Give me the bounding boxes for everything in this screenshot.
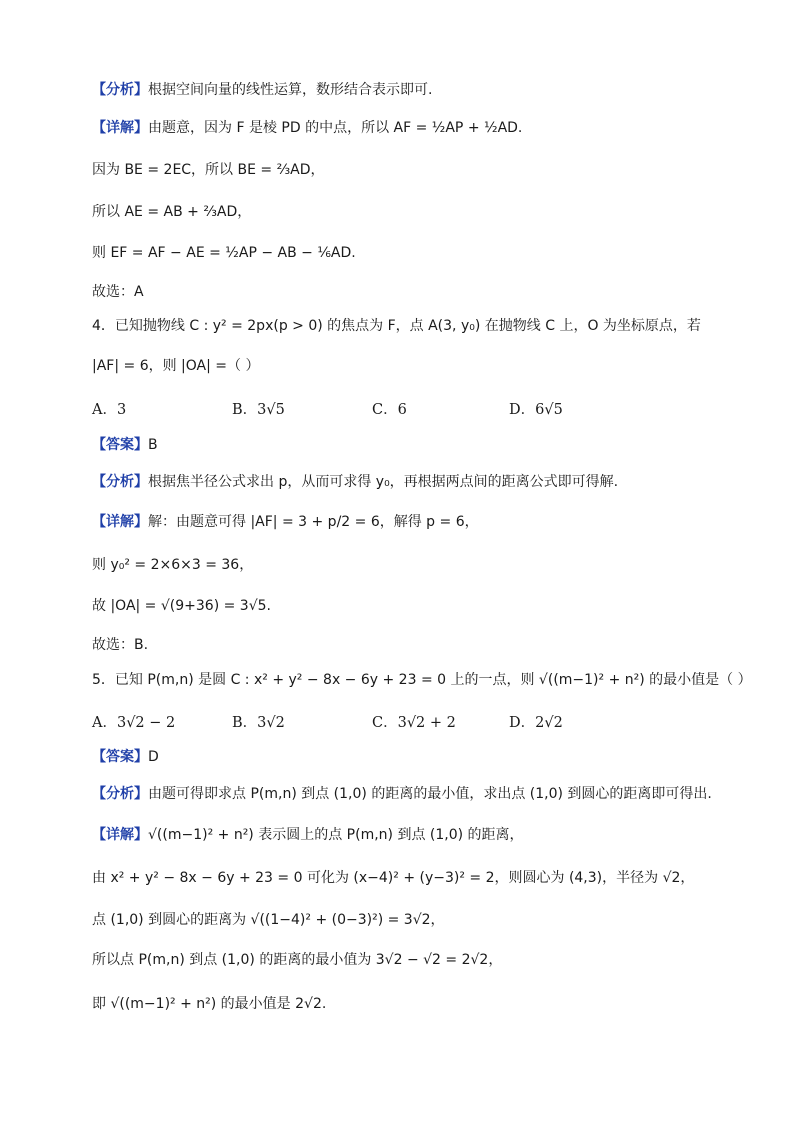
q4-option-a: A．3 [92, 402, 127, 418]
line-13 [92, 635, 148, 655]
line-5 [92, 282, 144, 302]
q5-option-c: C．3√2 + 2 [372, 715, 456, 731]
line-15 [92, 747, 159, 767]
question-4-stem-cont [92, 356, 259, 376]
line-text: 故选：B. [92, 637, 149, 653]
line-text: 则 y₀² = 2×6×3 = 36， [92, 557, 254, 573]
line-text: 所以 AE = AB + ⅔AD， [92, 204, 252, 220]
line-text: 根据空间向量的线性运算，数形结合表示即可. [148, 82, 433, 98]
line-text: 点 (1,0) 到圆心的距离为 √((1−4)² + (0−3)²) = 3√2， [92, 912, 445, 928]
line-text: 由题意，因为 F 是棱 PD 的中点，所以 AF = ½AP + ½AD. [148, 120, 523, 136]
q5-option-d: D．2√2 [509, 715, 563, 731]
section-tag: 【详解】 [92, 514, 148, 530]
line-text: 由题可得即求点 P(m,n) 到点 (1,0) 的距离的最小值，求出点 (1,0) 到圆心的距离即可得出. [148, 786, 712, 802]
line-1 [92, 118, 522, 138]
line-19 [92, 910, 445, 930]
line-18 [92, 868, 694, 888]
section-tag: 【详解】 [92, 827, 148, 843]
line-text: 即 √((m−1)² + n²) 的最小值是 2√2. [92, 996, 327, 1012]
line-3 [92, 202, 251, 222]
line-text: D [148, 749, 159, 765]
q4-option-d: D．6√5 [509, 402, 563, 418]
question-4-stem [92, 316, 701, 336]
line-9 [92, 472, 618, 492]
section-tag: 【详解】 [92, 120, 148, 136]
line-text: |AF| = 6，则 |OA| =（ ） [92, 358, 260, 374]
line-text: B [148, 437, 158, 453]
q5-option-a: A．3√2 − 2 [92, 715, 176, 731]
line-2 [92, 160, 325, 180]
q4-option-c: C．6 [372, 402, 407, 418]
line-text: 5．已知 P(m,n) 是圆 C : x² + y² − 8x − 6y + 23 = 0 上的一点，则 √((m−1)² + n²) 的最小值是（ ） [92, 672, 752, 688]
line-20 [92, 950, 502, 970]
line-text: 则 EF = AF − AE = ½AP − AB − ⅙AD. [92, 245, 356, 261]
line-text: 由 x² + y² − 8x − 6y + 23 = 0 可化为 (x−4)² + (y−3)² = 2，则圆心为 (4,3)，半径为 √2， [92, 870, 695, 886]
q5-option-b: B．3√2 [232, 715, 285, 731]
line-text: 根据焦半径公式求出 p，从而可求得 y₀，再根据两点间的距离公式即可得解. [148, 474, 619, 490]
section-tag: 【分析】 [92, 786, 148, 802]
line-12 [92, 596, 271, 616]
question-5-stem [92, 670, 752, 690]
line-4 [92, 243, 356, 263]
line-text: 所以点 P(m,n) 到点 (1,0) 的距离的最小值为 3√2 − √2 = 2√2， [92, 952, 503, 968]
line-16 [92, 784, 712, 804]
line-17 [92, 825, 524, 845]
line-text: 4．已知抛物线 C : y² = 2px(p > 0) 的焦点为 F，点 A(3, y₀) 在抛物线 C 上，O 为坐标原点，若 [92, 318, 701, 334]
line-text: 解：由题意可得 |AF| = 3 + p/2 = 6，解得 p = 6， [148, 514, 479, 530]
line-text: 故选：A [92, 284, 144, 300]
line-text: 故 |OA| = √(9+36) = 3√5. [92, 598, 271, 614]
line-21 [92, 994, 326, 1014]
section-tag: 【答案】 [92, 749, 148, 765]
section-tag: 【分析】 [92, 474, 148, 490]
section-tag: 【分析】 [92, 82, 148, 98]
line-8 [92, 435, 158, 455]
line-0 [92, 80, 432, 100]
line-text: √((m−1)² + n²) 表示圆上的点 P(m,n) 到点 (1,0) 的距离， [148, 827, 524, 843]
line-text: 因为 BE = 2EC，所以 BE = ⅔AD， [92, 162, 325, 178]
line-11 [92, 555, 253, 575]
line-10 [92, 512, 479, 532]
q4-option-b: B．3√5 [232, 402, 285, 418]
section-tag: 【答案】 [92, 437, 148, 453]
